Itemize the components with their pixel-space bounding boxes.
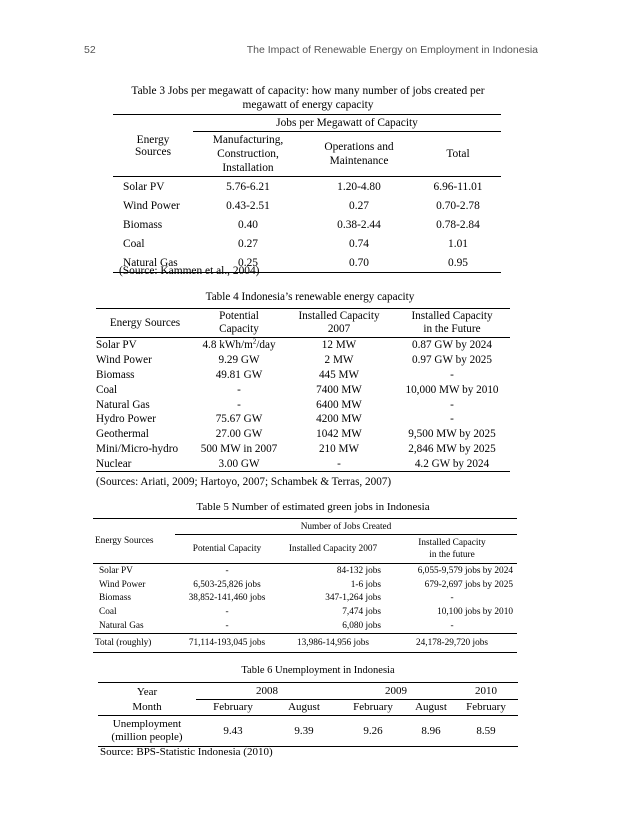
cell-om: 1.20-4.80 (337, 180, 381, 193)
table3-col-source (113, 115, 193, 177)
cell-installed: 1042 MW (316, 428, 362, 441)
header-text: Installation (222, 162, 274, 174)
table5-caption: Table 5 Number of estimated green jobs in Indonesia (196, 501, 430, 513)
table4-source: (Sources: Ariati, 2009; Hartoyo, 2007; Schambek & Terras, 2007) (96, 476, 392, 488)
cell-future: 10,100 jobs by 2010 (437, 607, 513, 618)
table6-value: 9.39 (270, 715, 338, 746)
cell-source: Mini/Micro-hydro (96, 442, 179, 455)
table3-col-total: Total (415, 132, 501, 177)
cell-om: 0.27 (349, 199, 369, 212)
cell-source: Solar PV (123, 180, 165, 193)
table5-col-potential: Potential Capacity (175, 535, 279, 564)
cell-source: Solar PV (96, 339, 137, 352)
cell-mci: 0.40 (238, 218, 258, 231)
cell-potential: 49.81 GW (215, 368, 263, 381)
table4-col-source: Energy Sources (96, 309, 194, 338)
table6-month: August (408, 700, 454, 716)
cell-mci: 0.27 (238, 237, 258, 250)
cell-potential (194, 338, 284, 353)
table3-caption-line2: megawatt of energy capacity (242, 99, 374, 111)
table-row (96, 353, 510, 368)
cell-total: 0.78-2.84 (436, 218, 480, 231)
table-row (98, 700, 518, 716)
cell-mci: 0.43-2.51 (226, 199, 270, 212)
table6-source: Source: BPS-Statistic Indonesia (2010) (100, 746, 273, 758)
cell-source: Coal (123, 237, 145, 250)
cell-potential: - (225, 607, 229, 618)
table-row (93, 564, 517, 578)
table6-row-label (98, 715, 196, 746)
cell-potential: 6,503-25,826 jobs (193, 579, 261, 590)
cell-future: - (450, 413, 454, 426)
cell-potential: 9.29 GW (218, 354, 260, 367)
table-row (93, 605, 517, 619)
table4-caption: Table 4 Indonesia’s renewable energy capacity (205, 291, 415, 303)
cell-installed: 2 MW (324, 354, 354, 367)
cell-total: 0.95 (415, 253, 501, 273)
cell-source: Coal (96, 383, 118, 396)
cell-source: Wind Power (99, 579, 146, 590)
cell-future: 0.97 GW by 2025 (412, 354, 492, 367)
cell-installed: 6,080 jobs (342, 621, 381, 632)
cell-source: Natural Gas (99, 621, 144, 632)
table-row (93, 519, 517, 535)
table4-col-installed (284, 309, 394, 338)
table6-year-label: Year (98, 683, 196, 700)
header-text: Manufacturing, (212, 134, 284, 146)
table5 (93, 518, 517, 653)
table6-value: 9.43 (196, 715, 270, 746)
row-label-text: Unemployment (112, 717, 182, 730)
table3-col-mci (193, 132, 303, 177)
table5-col-future (387, 535, 517, 564)
table-row (113, 234, 501, 253)
running-title: The Impact of Renewable Energy on Employment in Indonesia (246, 44, 538, 56)
cell-future: 679-2,697 jobs by 2025 (424, 579, 513, 590)
cell-installed: 6400 MW (316, 398, 362, 411)
page-number: 52 (84, 44, 96, 56)
cell-future: 9,500 MW by 2025 (408, 428, 496, 441)
cell-potential: - (225, 621, 229, 632)
cell-source: Coal (99, 607, 117, 618)
cell-future: 4.2 GW by 2024 (394, 456, 510, 471)
table-row (96, 456, 510, 471)
row-label-text: (million people) (111, 730, 183, 743)
header-text: Installed Capacity (411, 310, 493, 322)
table-row (93, 633, 517, 652)
header-text: in the future (429, 550, 475, 560)
cell-future: 6,055-9,579 jobs by 2024 (417, 565, 513, 576)
cell-potential: - (237, 383, 241, 396)
solar-potential-suffix: /day (256, 339, 276, 352)
cell-source: Natural Gas (96, 398, 150, 411)
table-row (96, 309, 510, 338)
table-row (113, 115, 501, 132)
header-text: Construction, (217, 148, 279, 160)
cell-source: Solar PV (99, 565, 133, 576)
table3-caption-line1: Table 3 Jobs per megawatt of capacity: how many number of jobs created per (131, 85, 485, 97)
table-row (96, 338, 510, 353)
header-text: in the Future (423, 323, 481, 335)
table-row (98, 683, 518, 700)
table6-caption: Table 6 Unemployment in Indonesia (241, 665, 395, 676)
cell-installed: 210 MW (318, 442, 360, 455)
cell-installed: 7400 MW (316, 383, 362, 396)
cell-total: 6.96-11.01 (433, 180, 483, 193)
cell-potential: 38,852-141,460 jobs (188, 593, 266, 604)
cell-installed: 347-1,264 jobs (325, 593, 381, 604)
header-text: Operations and (324, 141, 394, 153)
table-row (113, 196, 501, 215)
table-row (93, 592, 517, 606)
cell-potential: 500 MW in 2007 (200, 442, 278, 455)
table-row (113, 215, 501, 234)
cell-future: - (450, 398, 454, 411)
cell-source: Wind Power (123, 199, 180, 212)
table-row (98, 715, 518, 746)
table6-value: 8.59 (454, 715, 518, 746)
table-row (113, 177, 501, 197)
table4 (96, 308, 510, 472)
table6-month-label: Month (98, 700, 196, 716)
table3-col-om (303, 132, 415, 177)
cell-total-installed: 13,986-14,956 jobs (279, 633, 387, 652)
table6-year-2008: 2008 (196, 683, 338, 700)
cell-source: Wind Power (96, 354, 152, 367)
header-text: Installed Capacity (418, 538, 486, 548)
cell-future: 2,846 MW by 2025 (408, 442, 496, 455)
table3-caption (108, 84, 508, 112)
header-text: Maintenance (329, 155, 389, 167)
cell-future: - (450, 593, 454, 604)
header-text: Installed Capacity (298, 310, 380, 322)
header-text: Capacity (219, 323, 259, 335)
table6-year-2009: 2009 (338, 683, 454, 700)
cell-source: Nuclear (96, 456, 194, 471)
header-text: Sources (134, 145, 172, 158)
cell-potential: 75.67 GW (215, 413, 263, 426)
cell-total: 0.70-2.78 (436, 199, 480, 212)
header-text: Energy (136, 133, 170, 146)
cell-source: Geothermal (96, 428, 149, 441)
table6-month: February (454, 700, 518, 716)
cell-installed: 7,474 jobs (342, 607, 381, 618)
cell-installed: - (284, 456, 394, 471)
cell-source: Biomass (123, 218, 163, 231)
table-row (96, 368, 510, 383)
table4-col-potential (194, 309, 284, 338)
table5-col-source: Energy Sources (93, 519, 175, 564)
table-row (96, 427, 510, 442)
table5-col-installed: Installed Capacity 2007 (279, 535, 387, 564)
table3 (113, 114, 501, 273)
solar-potential-sup: 2 (252, 337, 257, 346)
cell-future: - (450, 368, 454, 381)
cell-mci: 0.25 (193, 253, 303, 273)
cell-source: Natural Gas (113, 253, 193, 273)
table-row (93, 619, 517, 633)
table6-value: 8.96 (408, 715, 454, 746)
table6-year-2010: 2010 (454, 683, 518, 700)
cell-source: Hydro Power (96, 413, 156, 426)
cell-om: 0.38-2.44 (337, 218, 381, 231)
table-row (96, 442, 510, 457)
cell-installed: 84-132 jobs (336, 565, 381, 576)
cell-total-future: 24,178-29,720 jobs (387, 633, 517, 652)
cell-om: 0.70 (303, 253, 415, 273)
cell-installed: 4200 MW (316, 413, 362, 426)
table6-value: 9.26 (338, 715, 408, 746)
solar-potential-prefix: 4.8 kWh/m (202, 339, 253, 352)
cell-total-label: Total (roughly) (93, 633, 175, 652)
table6-month: February (338, 700, 408, 716)
cell-future: 0.87 GW by 2024 (412, 339, 492, 352)
header-text: Potential (219, 310, 259, 322)
cell-total: 1.01 (448, 237, 468, 250)
cell-installed: 1-6 jobs (350, 579, 381, 590)
table3-source: (Source: Kammen et al., 2004) (119, 265, 260, 277)
table6-month: August (270, 700, 338, 716)
cell-source: Biomass (99, 593, 132, 604)
table6-month: February (196, 700, 270, 716)
table-row (96, 412, 510, 427)
cell-source: Biomass (96, 368, 135, 381)
cell-potential: - (225, 565, 229, 576)
table3-group-header: Jobs per Megawatt of Capacity (193, 115, 501, 132)
cell-om: 0.74 (349, 237, 369, 250)
cell-future: 10,000 MW by 2010 (405, 383, 499, 396)
cell-installed: 12 MW (321, 339, 357, 352)
table5-group-header: Number of Jobs Created (175, 519, 517, 535)
cell-potential: 27.00 GW (215, 428, 263, 441)
table-row (96, 397, 510, 412)
table6 (98, 682, 518, 747)
table-row (96, 382, 510, 397)
cell-future: - (450, 621, 454, 632)
cell-potential: - (237, 398, 241, 411)
cell-mci: 5.76-6.21 (226, 180, 270, 193)
table-row (93, 578, 517, 592)
table4-col-future (394, 309, 510, 338)
header-text: 2007 (327, 323, 351, 335)
cell-total-potential: 71,114-193,045 jobs (175, 633, 279, 652)
cell-potential: 3.00 GW (194, 456, 284, 471)
cell-installed: 445 MW (318, 368, 360, 381)
